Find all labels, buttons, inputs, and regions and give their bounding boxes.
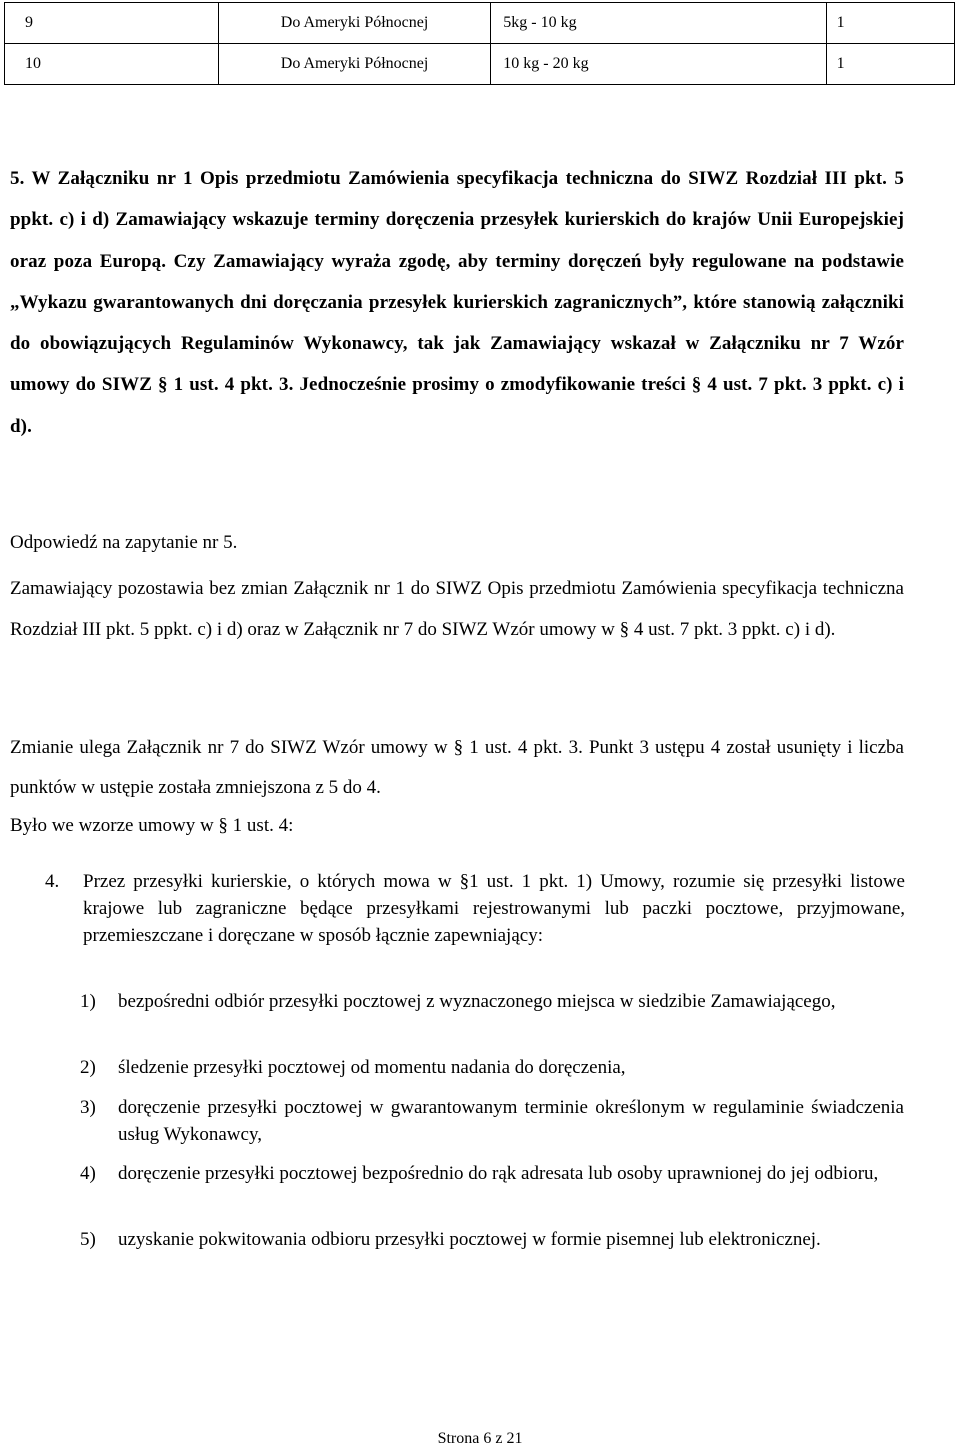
list-item-number: 1) (80, 991, 96, 1012)
list-item (80, 988, 904, 1015)
list-item-text: bezpośredni odbiór przesyłki pocztowej z wyznaczonego miejsca w siedzibie Zamawiającego, (118, 991, 836, 1012)
table-row (5, 3, 955, 44)
list-item-text: doręczenie przesyłki pocztowej bezpośrednio do rąk adresata lub osoby uprawnionej do jej odbioru, (118, 1163, 879, 1184)
shipping-table (4, 2, 955, 85)
list-item (80, 1160, 904, 1187)
destination-cell: Do Ameryki Północnej (218, 3, 490, 44)
destination-cell: Do Ameryki Północnej (218, 44, 490, 85)
list-item-text: doręczenie przesyłki pocztowej w gwarantowanym terminie określonym w regulaminie świadczenia usług Wykonawcy, (118, 1097, 904, 1145)
was-label: Było we wzorze umowy w § 1 ust. 4: (10, 815, 294, 836)
answer-heading: Odpowiedź na zapytanie nr 5. (10, 532, 238, 553)
row-number: 10 (5, 44, 219, 85)
list-item-number: 3) (80, 1097, 96, 1118)
row-number: 9 (5, 3, 219, 44)
clause-text: Przez przesyłki kurierskie, o których mowa w §1 ust. 1 pkt. 1) Umowy, rozumie się przesyłki listowe krajowe lub zagraniczne będące przesyłkami rejestrowanymi lub paczki pocztowe, przyjmowane, przemieszczane i doręczane w sposób łącznie zapewniający: (83, 871, 905, 946)
list-item (80, 1094, 904, 1148)
quoted-clause (45, 868, 905, 949)
answer-body: Zamawiający pozostawia bez zmian Załącznik nr 1 do SIWZ Opis przedmiotu Zamówienia specyfikacja techniczna Rozdział III pkt. 5 ppkt. c) i d) oraz w Załącznik nr 7 do SIWZ Wzór umowy w § 4 ust. 7 pkt. 3 ppkt. c) i d). (10, 578, 904, 640)
table-row (5, 44, 955, 85)
weight-range-cell: 5kg - 10 kg (491, 3, 826, 44)
list-item (80, 1226, 904, 1253)
weight-range-cell: 10 kg - 20 kg (491, 44, 826, 85)
list-item-number: 5) (80, 1229, 96, 1250)
change-notice: Zmianie ulega Załącznik nr 7 do SIWZ Wzór umowy w § 1 ust. 4 pkt. 3. Punkt 3 ustępu 4 został usunięty i liczba punktów w ustępie została zmniejszona z 5 do 4. (10, 737, 904, 798)
question-5: 5. W Załączniku nr 1 Opis przedmiotu Zamówienia specyfikacja techniczna do SIWZ Rozdział III pkt. 5 ppkt. c) i d) Zamawiający wskazuje terminy doręczenia przesyłek kurierskich do krajów Unii Europejskiej oraz poza Europą. Czy Zamawiający wyraża zgodę, aby terminy doręczeń były regulowane na podstawie „Wykazu gwarantowanych dni doręczania przesyłek kurierskich zagranicznych”, które stanowią załączniki do obowiązujących Regulaminów Wykonawcy, tak jak Zamawiający wskazał w Załączniku nr 7 Wzór umowy do SIWZ § 1 ust. 4 pkt. 3. Jednocześnie prosimy o zmodyfikowanie treści § 4 ust. 7 pkt. 3 ppkt. c) i d). (10, 168, 904, 437)
list-item-number: 4) (80, 1163, 96, 1184)
quantity-cell: 1 (826, 44, 954, 85)
list-item-text: śledzenie przesyłki pocztowej od momentu nadania do doręczenia, (118, 1057, 626, 1078)
list-item-text: uzyskanie pokwitowania odbioru przesyłki pocztowej w formie pisemnej lub elektronicznej. (118, 1229, 821, 1250)
list-item-number: 2) (80, 1057, 96, 1078)
quantity-cell: 1 (826, 3, 954, 44)
clause-number: 4. (45, 871, 60, 892)
page-number: Strona 6 z 21 (437, 1430, 523, 1447)
list-item (80, 1054, 904, 1081)
